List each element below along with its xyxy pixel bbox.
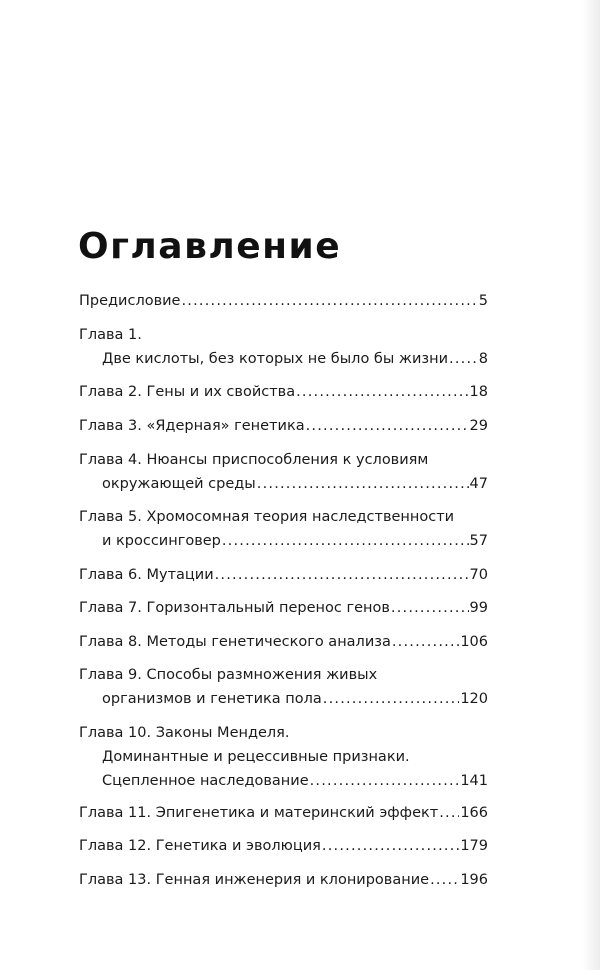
- dot-leader: [215, 563, 469, 587]
- dot-leader: [296, 380, 468, 404]
- toc-entry-chapter-6[interactable]: [79, 563, 488, 587]
- toc-entry-label: Глава 1.: [79, 327, 142, 343]
- dot-leader: [449, 347, 478, 371]
- toc-entry-chapter-3[interactable]: [79, 414, 488, 438]
- toc-page-number: 120: [460, 691, 488, 707]
- toc-entry-chapter-13[interactable]: [79, 868, 488, 892]
- toc-page-number: 99: [469, 600, 488, 616]
- toc-entry-chapter-4[interactable]: [79, 448, 488, 496]
- toc-entry-label: Глава 3. «Ядерная» генетика: [79, 418, 305, 434]
- toc-entry-label: организмов и генетика пола: [102, 691, 322, 707]
- toc-entry-chapter-2[interactable]: [79, 380, 488, 404]
- page-edge-shadow: [582, 0, 600, 970]
- toc-page-number: 70: [469, 567, 488, 583]
- toc-entry-label: Глава 12. Генетика и эволюция: [79, 838, 321, 854]
- dot-leader: [430, 868, 459, 892]
- toc-entry-label: Глава 6. Мутации: [79, 567, 214, 583]
- toc-entry-label: Глава 13. Генная инженерия и клонирование: [79, 872, 430, 888]
- page-title: Оглавление: [78, 226, 342, 267]
- toc-entry-chapter-1[interactable]: [79, 323, 488, 371]
- toc-entry-label: Глава 10. Законы Менделя.: [79, 725, 290, 741]
- toc-entry-label: Глава 7. Горизонтальный перенос генов: [79, 600, 390, 616]
- dot-leader: [322, 834, 459, 858]
- toc-page-number: 106: [460, 634, 488, 650]
- toc-page-number: 141: [460, 773, 488, 789]
- dot-leader: [310, 769, 460, 793]
- dot-leader: [392, 630, 459, 654]
- dot-leader: [257, 472, 469, 496]
- dot-leader: [222, 529, 469, 553]
- toc-entry-label: Глава 4. Нюансы приспособления к условиям: [79, 452, 429, 468]
- toc-entry-label: Сцепленное наследование: [102, 773, 309, 789]
- toc-page-number: 47: [469, 476, 488, 492]
- toc-entry-chapter-5[interactable]: [79, 505, 488, 553]
- toc-entry-chapter-8[interactable]: [79, 630, 488, 654]
- toc-entry-label: Две кислоты, без которых не было бы жизни: [102, 351, 449, 367]
- dot-leader: [181, 289, 477, 313]
- toc-entry-chapter-11[interactable]: [79, 801, 488, 825]
- toc-entry-chapter-10[interactable]: [79, 721, 488, 793]
- toc-entry-label: Глава 5. Хромосомная теория наследственности: [79, 509, 455, 525]
- dot-leader: [439, 801, 459, 825]
- toc-entry-chapter-9[interactable]: [79, 663, 488, 711]
- toc-page-number: 18: [469, 384, 488, 400]
- toc-entry-label: окружающей среды: [102, 476, 256, 492]
- toc-entry-preface[interactable]: [79, 289, 488, 313]
- toc-page-number: 179: [460, 838, 488, 854]
- dot-leader: [391, 596, 469, 620]
- toc-entry-label: Глава 8. Методы генетического анализа: [79, 634, 391, 650]
- toc-page-number: 57: [469, 533, 488, 549]
- toc-entry-chapter-7[interactable]: [79, 596, 488, 620]
- toc-page-number: 8: [478, 351, 488, 367]
- toc-entry-label: Глава 11. Эпигенетика и материнский эффект: [79, 805, 439, 821]
- dot-leader: [306, 414, 469, 438]
- toc-entry-label: Доминантные и рецессивные признаки.: [102, 749, 410, 765]
- toc-entry-label: Глава 2. Гены и их свойства: [79, 384, 296, 400]
- toc-page-number: 5: [478, 293, 488, 309]
- toc-entry-label: Глава 9. Способы размножения живых: [79, 667, 378, 683]
- toc-page-number: 166: [460, 805, 488, 821]
- toc-page-number: 196: [460, 872, 488, 888]
- toc-page-number: 29: [469, 418, 488, 434]
- toc-entry-chapter-12[interactable]: [79, 834, 488, 858]
- toc-entry-label: Предисловие: [79, 293, 181, 309]
- dot-leader: [323, 687, 460, 711]
- toc-entry-label: и кроссинговер: [102, 533, 221, 549]
